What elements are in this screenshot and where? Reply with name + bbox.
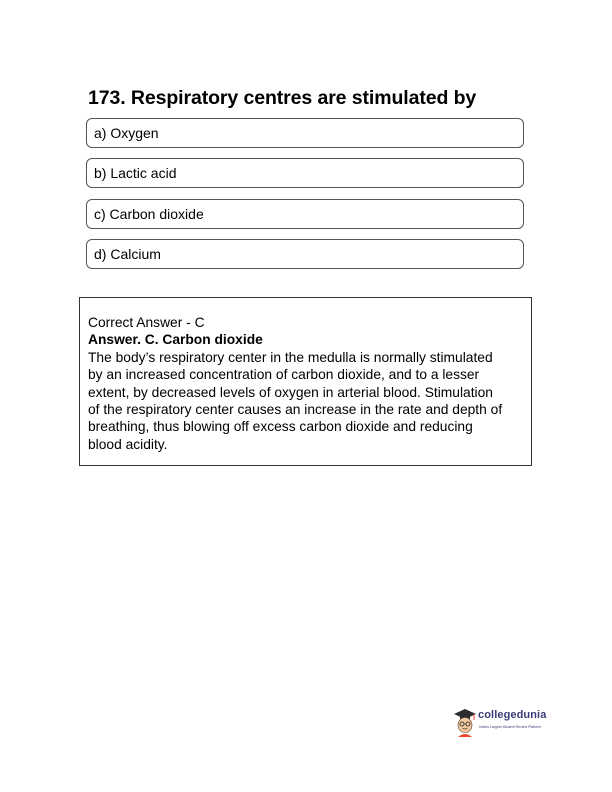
logo-tagline: India's Largest Student Review Platform [479,725,542,729]
answer-heading: Answer. C. Carbon dioxide [88,332,263,348]
explanation-line-6: blood acidity. [88,436,168,452]
correct-answer-text: Correct Answer - C [88,315,205,330]
explanation-line-3: extent, by decreased levels of oxygen in arterial blood. Stimulation [88,384,493,400]
collegedunia-logo [452,705,562,739]
option-c[interactable]: c) Carbon dioxide [86,199,524,229]
mascot-icon [452,707,478,737]
explanation-line-5: breathing, thus blowing off excess carbon dioxide and reducing [88,419,473,435]
option-d[interactable]: d) Calcium [86,239,524,269]
question-title: 173. Respiratory centres are stimulated by [88,87,477,109]
option-b[interactable]: b) Lactic acid [86,158,524,188]
option-a[interactable]: a) Oxygen [86,118,524,148]
explanation-line-1: The body’s respiratory center in the medulla is normally stimulated [88,349,493,365]
explanation-line-4: of the respiratory center causes an increase in the rate and depth of [88,402,503,418]
answer-box [79,297,532,466]
logo-wordmark: collegedunia [478,709,547,721]
explanation-line-2: by an increased concentration of carbon dioxide, and to a lesser [88,367,480,383]
